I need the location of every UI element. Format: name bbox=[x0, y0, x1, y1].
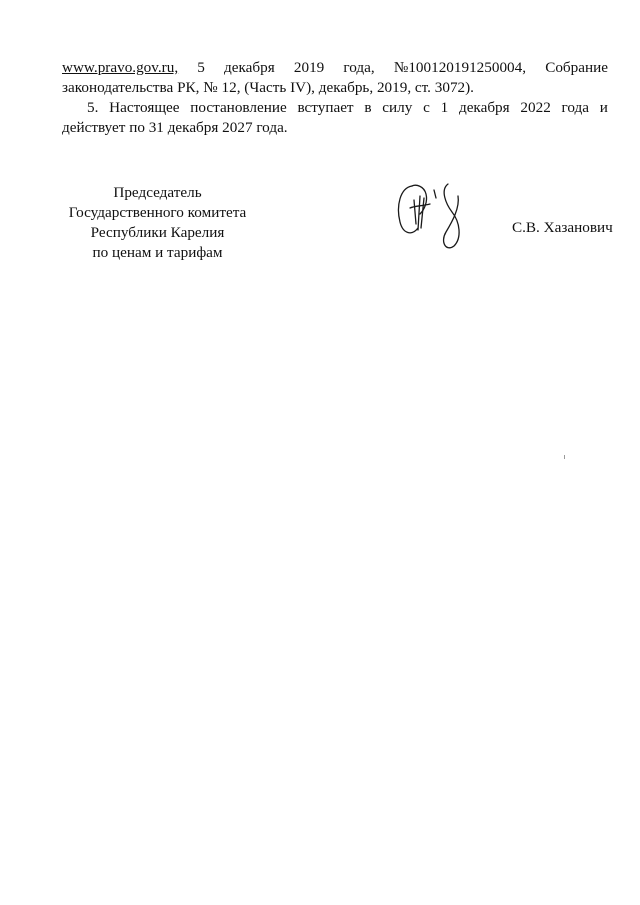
text-word: в bbox=[364, 99, 372, 116]
text-word: года bbox=[561, 99, 590, 116]
clause-5-line-1 bbox=[62, 98, 608, 118]
text-word: года, bbox=[343, 59, 375, 76]
text-word: Настоящее bbox=[109, 99, 180, 116]
signatory-title-line: Председатель bbox=[113, 184, 202, 201]
paragraph-line-1 bbox=[62, 58, 608, 78]
scan-speck bbox=[564, 455, 565, 459]
text-word: 2019 bbox=[293, 59, 325, 76]
handwritten-signature bbox=[390, 178, 480, 258]
text-word: декабря bbox=[224, 59, 275, 76]
pravo-link[interactable]: www.pravo.gov.ru, bbox=[62, 59, 179, 76]
text-word: 5. bbox=[87, 99, 99, 116]
signatory-title-line: Государственного комитета bbox=[68, 204, 247, 221]
text-word: Собрание bbox=[545, 59, 608, 76]
text-word: и bbox=[599, 99, 608, 116]
text-word: 1 bbox=[440, 99, 449, 116]
signatory-name: С.В. Хазанович bbox=[512, 219, 613, 236]
text-word: с bbox=[423, 99, 430, 116]
text-word: декабря bbox=[458, 99, 510, 116]
clause-5-line-2: действует по 31 декабря 2027 года. bbox=[62, 119, 288, 136]
text-word: №100120191250004, bbox=[393, 59, 527, 76]
paragraph-line-2: законодательства РК, № 12, (Часть IV), декабрь, 2019, ст. 3072). bbox=[62, 79, 474, 96]
text-word: постановление bbox=[190, 99, 287, 116]
signatory-title-line: Республики Карелия bbox=[90, 224, 225, 241]
document-body bbox=[62, 58, 608, 138]
signatory-title bbox=[50, 183, 265, 263]
text-word: 2022 bbox=[520, 99, 551, 116]
signatory-title-line: по ценам и тарифам bbox=[92, 244, 223, 261]
text-word: 5 bbox=[197, 59, 205, 76]
text-word: силу bbox=[382, 99, 413, 116]
text-word: вступает bbox=[297, 99, 354, 116]
